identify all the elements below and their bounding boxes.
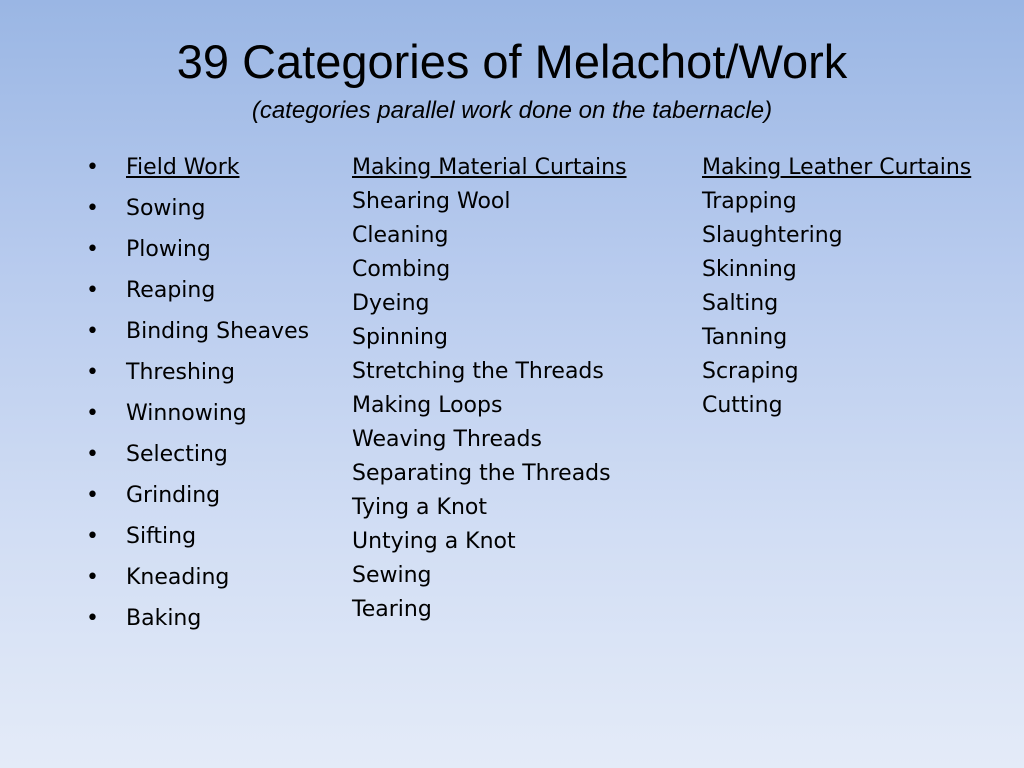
list-item: Cleaning	[352, 223, 449, 248]
list-item: Tanning	[702, 325, 788, 350]
list-item: Dyeing	[352, 291, 430, 316]
list-item: Cutting	[702, 393, 783, 418]
list-item-label: Grinding	[126, 483, 221, 508]
list-item	[84, 397, 334, 438]
bullet-icon: •	[86, 442, 99, 467]
list-item-label: Winnowing	[126, 401, 247, 426]
list-item: Stretching the Threads	[352, 359, 604, 384]
column-heading: Field Work	[126, 155, 240, 180]
list-item: Separating the Threads	[352, 461, 611, 486]
list-item	[84, 438, 334, 479]
list-item	[84, 233, 334, 274]
material-curtains-column	[352, 151, 682, 627]
list-item: Skinning	[702, 257, 797, 282]
list-item: Tearing	[352, 597, 432, 622]
list-item-label: Threshing	[126, 360, 235, 385]
bullet-icon: •	[86, 196, 99, 221]
bullet-icon: •	[86, 565, 99, 590]
leather-curtains-list	[702, 185, 1012, 423]
list-item	[84, 315, 334, 356]
list-item	[84, 274, 334, 315]
slide-subtitle: (categories parallel work done on the tabernacle)	[251, 97, 773, 124]
list-item	[84, 520, 334, 561]
field-work-column	[84, 151, 334, 643]
bullet-icon: •	[86, 483, 99, 508]
list-item	[84, 479, 334, 520]
list-item-label: Kneading	[126, 565, 230, 590]
column-heading: Making Material Curtains	[352, 155, 627, 180]
field-work-list	[84, 151, 334, 643]
list-item: Salting	[702, 291, 779, 316]
list-item: Trapping	[702, 189, 797, 214]
bullet-icon: •	[86, 319, 99, 344]
leather-curtains-column	[702, 151, 1012, 423]
list-item: Slaughtering	[702, 223, 843, 248]
list-item: Tying a Knot	[352, 495, 487, 520]
list-item: Shearing Wool	[352, 189, 511, 214]
bullet-icon: •	[86, 606, 99, 631]
bullet-icon: •	[86, 155, 99, 180]
list-item: Weaving Threads	[352, 427, 542, 452]
list-item-label: Reaping	[126, 278, 216, 303]
list-item-label: Selecting	[126, 442, 228, 467]
list-item-label: Sowing	[126, 196, 206, 221]
bullet-icon: •	[86, 360, 99, 385]
list-item	[84, 602, 334, 643]
list-item: Scraping	[702, 359, 799, 384]
bullet-icon: •	[86, 524, 99, 549]
list-item-label: Sifting	[126, 524, 197, 549]
list-item-label: Plowing	[126, 237, 211, 262]
slide-title: 39 Categories of Melachot/Work	[176, 35, 848, 88]
list-item	[84, 356, 334, 397]
bullet-icon: •	[86, 401, 99, 426]
list-item: Combing	[352, 257, 451, 282]
list-item: Making Loops	[352, 393, 503, 418]
list-item	[84, 192, 334, 233]
material-curtains-list	[352, 185, 682, 627]
list-item: Sewing	[352, 563, 432, 588]
list-item-label: Baking	[126, 606, 202, 631]
bullet-icon: •	[86, 278, 99, 303]
bullet-icon: •	[86, 237, 99, 262]
list-item-label: Binding Sheaves	[126, 319, 310, 344]
column-heading: Making Leather Curtains	[702, 155, 972, 180]
list-item: Spinning	[352, 325, 448, 350]
list-item	[84, 151, 334, 192]
list-item	[84, 561, 334, 602]
list-item: Untying a Knot	[352, 529, 516, 554]
